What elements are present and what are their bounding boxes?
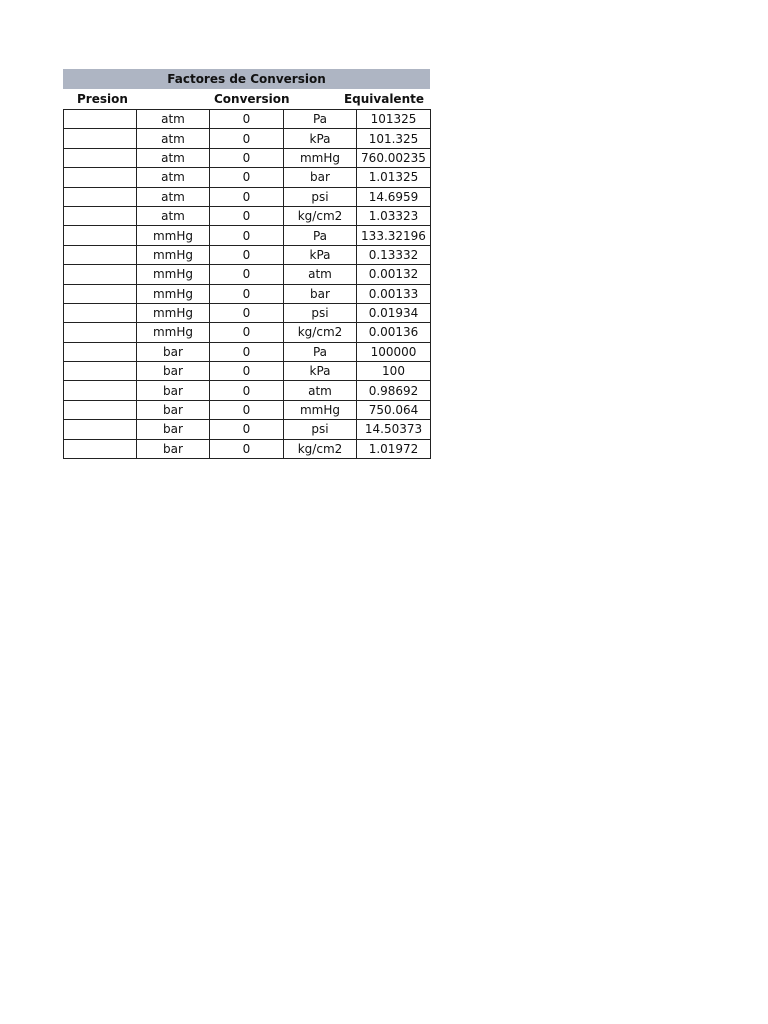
to-unit-cell[interactable]: bar	[284, 168, 357, 187]
table-row	[64, 226, 431, 245]
table-row	[64, 148, 431, 167]
from-unit-cell[interactable]: bar	[137, 362, 210, 381]
conversion-input-cell[interactable]: 0	[210, 226, 284, 245]
equivalent-factor-cell[interactable]: 760.00235	[357, 148, 431, 167]
to-unit-cell[interactable]: Pa	[284, 110, 357, 129]
from-unit-cell[interactable]: atm	[137, 148, 210, 167]
table-row	[64, 323, 431, 342]
table-row	[64, 187, 431, 206]
table-row	[64, 303, 431, 322]
presion-cell[interactable]	[64, 148, 137, 167]
presion-cell[interactable]	[64, 284, 137, 303]
presion-cell[interactable]	[64, 245, 137, 264]
conversion-input-cell[interactable]: 0	[210, 206, 284, 225]
to-unit-cell[interactable]: kPa	[284, 362, 357, 381]
from-unit-cell[interactable]: mmHg	[137, 245, 210, 264]
to-unit-cell[interactable]: kPa	[284, 129, 357, 148]
presion-cell[interactable]	[64, 129, 137, 148]
equivalent-factor-cell[interactable]: 0.01934	[357, 303, 431, 322]
conversion-input-cell[interactable]: 0	[210, 168, 284, 187]
conversion-input-cell[interactable]: 0	[210, 265, 284, 284]
equivalent-factor-cell[interactable]: 101325	[357, 110, 431, 129]
from-unit-cell[interactable]: mmHg	[137, 303, 210, 322]
equivalent-factor-cell[interactable]: 0.00136	[357, 323, 431, 342]
presion-cell[interactable]	[64, 381, 137, 400]
conversion-input-cell[interactable]: 0	[210, 110, 284, 129]
from-unit-cell[interactable]: atm	[137, 110, 210, 129]
equivalent-factor-cell[interactable]: 100000	[357, 342, 431, 361]
conversion-input-cell[interactable]: 0	[210, 342, 284, 361]
to-unit-cell[interactable]: psi	[284, 303, 357, 322]
header-conversion: Conversion	[214, 92, 290, 106]
to-unit-cell[interactable]: atm	[284, 381, 357, 400]
equivalent-factor-cell[interactable]: 0.13332	[357, 245, 431, 264]
table-row	[64, 342, 431, 361]
presion-cell[interactable]	[64, 342, 137, 361]
header-row	[63, 89, 430, 109]
from-unit-cell[interactable]: mmHg	[137, 323, 210, 342]
table-row	[64, 439, 431, 458]
to-unit-cell[interactable]: mmHg	[284, 400, 357, 419]
table-row	[64, 362, 431, 381]
to-unit-cell[interactable]: atm	[284, 265, 357, 284]
equivalent-factor-cell[interactable]: 14.50373	[357, 420, 431, 439]
table-title: Factores de Conversion	[63, 69, 430, 89]
to-unit-cell[interactable]: psi	[284, 187, 357, 206]
from-unit-cell[interactable]: bar	[137, 381, 210, 400]
presion-cell[interactable]	[64, 400, 137, 419]
conversion-input-cell[interactable]: 0	[210, 400, 284, 419]
conversion-input-cell[interactable]: 0	[210, 148, 284, 167]
equivalent-factor-cell[interactable]: 101.325	[357, 129, 431, 148]
conversion-input-cell[interactable]: 0	[210, 323, 284, 342]
from-unit-cell[interactable]: atm	[137, 206, 210, 225]
equivalent-factor-cell[interactable]: 0.98692	[357, 381, 431, 400]
to-unit-cell[interactable]: bar	[284, 284, 357, 303]
equivalent-factor-cell[interactable]: 14.6959	[357, 187, 431, 206]
conversion-input-cell[interactable]: 0	[210, 245, 284, 264]
header-equivalente: Equivalente	[343, 92, 424, 106]
from-unit-cell[interactable]: bar	[137, 420, 210, 439]
presion-cell[interactable]	[64, 362, 137, 381]
table-row	[64, 265, 431, 284]
from-unit-cell[interactable]: bar	[137, 342, 210, 361]
conversion-input-cell[interactable]: 0	[210, 420, 284, 439]
presion-cell[interactable]	[64, 323, 137, 342]
from-unit-cell[interactable]: bar	[137, 439, 210, 458]
from-unit-cell[interactable]: bar	[137, 400, 210, 419]
to-unit-cell[interactable]: kg/cm2	[284, 323, 357, 342]
to-unit-cell[interactable]: kg/cm2	[284, 206, 357, 225]
conversion-input-cell[interactable]: 0	[210, 439, 284, 458]
conversion-input-cell[interactable]: 0	[210, 381, 284, 400]
table-body	[64, 110, 431, 459]
equivalent-factor-cell[interactable]: 1.01325	[357, 168, 431, 187]
table-row	[64, 400, 431, 419]
presion-cell[interactable]	[64, 168, 137, 187]
table-row	[64, 206, 431, 225]
equivalent-factor-cell[interactable]: 1.03323	[357, 206, 431, 225]
presion-cell[interactable]	[64, 110, 137, 129]
table-row	[64, 381, 431, 400]
presion-cell[interactable]	[64, 439, 137, 458]
equivalent-factor-cell[interactable]: 750.064	[357, 400, 431, 419]
equivalent-factor-cell[interactable]: 0.00133	[357, 284, 431, 303]
to-unit-cell[interactable]: Pa	[284, 342, 357, 361]
to-unit-cell[interactable]: Pa	[284, 226, 357, 245]
table-row	[64, 420, 431, 439]
equivalent-factor-cell[interactable]: 100	[357, 362, 431, 381]
conversion-input-cell[interactable]: 0	[210, 129, 284, 148]
presion-cell[interactable]	[64, 303, 137, 322]
from-unit-cell[interactable]: atm	[137, 187, 210, 206]
header-presion: Presion	[77, 92, 128, 106]
conversion-sheet	[63, 69, 430, 459]
from-unit-cell[interactable]: atm	[137, 168, 210, 187]
equivalent-factor-cell[interactable]: 133.32196	[357, 226, 431, 245]
to-unit-cell[interactable]: kPa	[284, 245, 357, 264]
table-row	[64, 110, 431, 129]
table-row	[64, 284, 431, 303]
presion-cell[interactable]	[64, 265, 137, 284]
conversion-input-cell[interactable]: 0	[210, 187, 284, 206]
presion-cell[interactable]	[64, 187, 137, 206]
presion-cell[interactable]	[64, 206, 137, 225]
presion-cell[interactable]	[64, 226, 137, 245]
conversion-input-cell[interactable]: 0	[210, 362, 284, 381]
equivalent-factor-cell[interactable]: 0.00132	[357, 265, 431, 284]
from-unit-cell[interactable]: mmHg	[137, 284, 210, 303]
to-unit-cell[interactable]: mmHg	[284, 148, 357, 167]
from-unit-cell[interactable]: atm	[137, 129, 210, 148]
from-unit-cell[interactable]: mmHg	[137, 226, 210, 245]
conversion-input-cell[interactable]: 0	[210, 303, 284, 322]
table-row	[64, 245, 431, 264]
table-row	[64, 129, 431, 148]
conversion-table	[63, 109, 431, 459]
conversion-input-cell[interactable]: 0	[210, 284, 284, 303]
from-unit-cell[interactable]: mmHg	[137, 265, 210, 284]
table-row	[64, 168, 431, 187]
equivalent-factor-cell[interactable]: 1.01972	[357, 439, 431, 458]
presion-cell[interactable]	[64, 420, 137, 439]
to-unit-cell[interactable]: psi	[284, 420, 357, 439]
to-unit-cell[interactable]: kg/cm2	[284, 439, 357, 458]
